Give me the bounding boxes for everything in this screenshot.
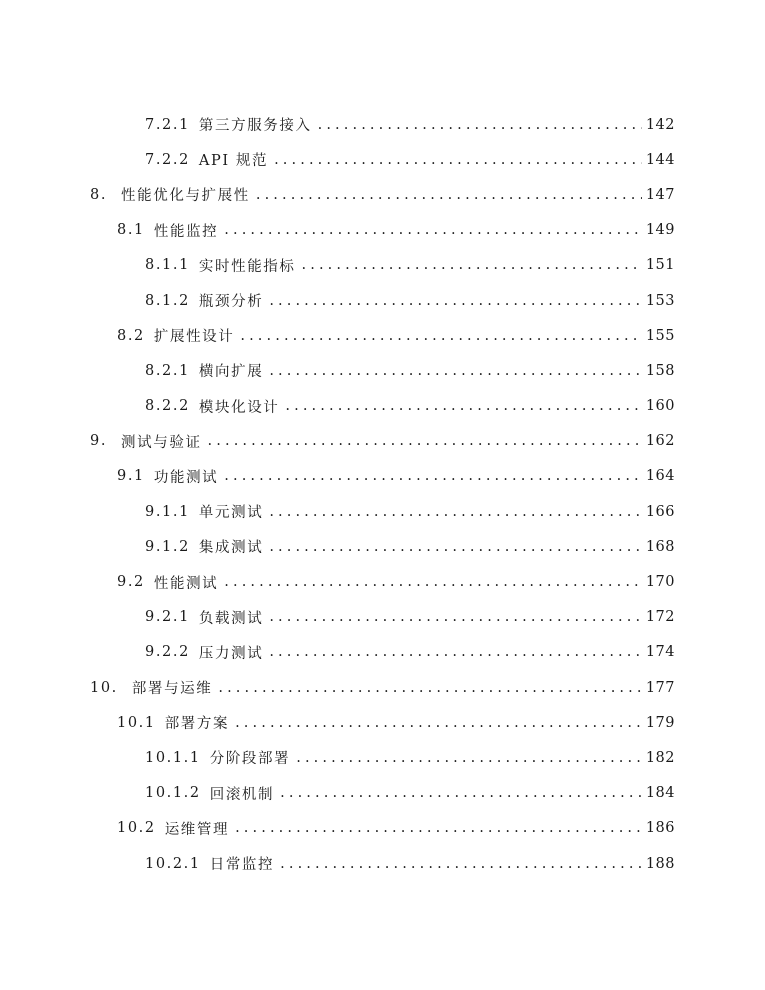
- dot-leader: [285, 398, 641, 414]
- entry-number: 10.1: [117, 714, 156, 731]
- toc-entry[interactable]: [0, 459, 765, 494]
- entry-number: 9.1.2: [145, 538, 190, 555]
- dot-leader: [318, 117, 642, 133]
- entry-title: 功能测试: [153, 469, 219, 486]
- toc-entry[interactable]: [0, 213, 765, 248]
- dot-leader: [224, 468, 642, 484]
- entry-title: 性能优化与扩展性: [121, 188, 250, 205]
- entry-page-number: 155: [645, 327, 675, 344]
- entry-title: 性能监控: [153, 223, 219, 240]
- entry-page-number: 174: [645, 644, 675, 661]
- entry-number: 8.: [90, 186, 108, 203]
- entry-page-number: 182: [645, 749, 675, 766]
- entry-number: 10.1.2: [145, 785, 201, 802]
- entry-title: 部署与运维: [131, 681, 213, 698]
- entry-number: 10.1.1: [145, 749, 201, 766]
- entry-title: 单元测试: [198, 505, 264, 522]
- entry-title: 集成测试: [198, 540, 264, 557]
- entry-page-number: 172: [645, 609, 675, 626]
- entry-number: 10.2: [117, 820, 156, 837]
- dot-leader: [256, 187, 642, 203]
- entry-page-number: 168: [645, 538, 675, 555]
- entry-title: 扩展性设计: [153, 329, 235, 346]
- entry-page-number: 151: [645, 257, 675, 274]
- dot-leader: [224, 574, 642, 590]
- entry-page-number: 166: [645, 503, 675, 520]
- entry-page-number: 160: [645, 398, 675, 415]
- table-of-contents: [0, 107, 765, 881]
- toc-entry[interactable]: [0, 529, 765, 564]
- toc-entry[interactable]: [0, 600, 765, 635]
- dot-leader: [302, 257, 642, 273]
- toc-entry[interactable]: [0, 318, 765, 353]
- toc-entry[interactable]: [0, 670, 765, 705]
- toc-entry[interactable]: [0, 353, 765, 388]
- entry-title: 测试与验证: [121, 434, 202, 451]
- toc-entry[interactable]: [0, 248, 765, 283]
- toc-entry[interactable]: [0, 635, 765, 670]
- entry-page-number: 158: [645, 362, 675, 379]
- dot-leader: [269, 363, 642, 379]
- entry-title: 压力测试: [198, 645, 264, 662]
- entry-number: 8.1: [117, 222, 145, 239]
- toc-entry[interactable]: [0, 776, 765, 811]
- dot-leader: [235, 820, 642, 836]
- toc-entry[interactable]: [0, 740, 765, 775]
- dot-leader: [240, 328, 641, 344]
- entry-number: 9.2: [117, 574, 145, 591]
- toc-entry[interactable]: [0, 846, 765, 881]
- dot-leader: [280, 785, 642, 801]
- entry-page-number: 153: [645, 292, 675, 309]
- entry-page-number: 144: [645, 151, 675, 168]
- entry-number: 8.2.1: [145, 362, 190, 379]
- dot-leader: [235, 715, 642, 731]
- entry-number: 9.2.1: [145, 609, 190, 626]
- entry-page-number: 179: [645, 714, 675, 731]
- dot-leader: [269, 504, 642, 520]
- entry-page-number: 184: [645, 785, 675, 802]
- dot-leader: [269, 644, 642, 660]
- entry-title: 横向扩展: [198, 364, 264, 381]
- dot-leader: [274, 152, 642, 168]
- entry-number: 10.: [90, 679, 118, 696]
- toc-entry[interactable]: [0, 283, 765, 318]
- entry-title: 回滚机制: [209, 786, 275, 803]
- entry-page-number: 147: [645, 186, 675, 203]
- toc-entry[interactable]: [0, 107, 765, 142]
- entry-page-number: 177: [645, 679, 675, 696]
- toc-entry[interactable]: [0, 811, 765, 846]
- entry-title: 日常监控: [209, 857, 275, 874]
- entry-title: 性能测试: [153, 575, 219, 592]
- entry-title: 实时性能指标: [198, 258, 296, 275]
- dot-leader: [218, 680, 641, 696]
- entry-number: 9.2.2: [145, 644, 190, 661]
- dot-leader: [208, 433, 642, 449]
- entry-number: 9.1.1: [145, 503, 190, 520]
- toc-entry[interactable]: [0, 494, 765, 529]
- entry-number: 8.1.2: [145, 292, 190, 309]
- toc-entry[interactable]: [0, 705, 765, 740]
- toc-entry[interactable]: [0, 564, 765, 599]
- dot-leader: [269, 539, 642, 555]
- entry-number: 9.1: [117, 468, 145, 485]
- entry-number: 8.2.2: [145, 398, 190, 415]
- entry-page-number: 162: [645, 433, 675, 450]
- entry-title: 瓶颈分析: [198, 294, 264, 311]
- entry-page-number: 164: [645, 468, 675, 485]
- entry-title: 部署方案: [164, 716, 230, 733]
- entry-title: 第三方服务接入: [198, 118, 312, 135]
- entry-title: 模块化设计: [198, 399, 280, 416]
- dot-leader: [269, 293, 642, 309]
- dot-leader: [296, 750, 642, 766]
- entry-number: 7.2.1: [145, 116, 190, 133]
- entry-number: 8.2: [117, 327, 145, 344]
- entry-number: 8.1.1: [145, 257, 190, 274]
- dot-leader: [224, 222, 642, 238]
- entry-title: API 规范: [198, 153, 269, 170]
- toc-entry[interactable]: [0, 389, 765, 424]
- entry-page-number: 149: [645, 222, 675, 239]
- entry-page-number: 186: [645, 820, 675, 837]
- toc-entry[interactable]: [0, 142, 765, 177]
- entry-page-number: 170: [645, 574, 675, 591]
- entry-page-number: 188: [645, 855, 675, 872]
- entry-title: 运维管理: [164, 821, 230, 838]
- entry-number: 10.2.1: [145, 855, 201, 872]
- toc-entry[interactable]: [0, 177, 765, 212]
- dot-leader: [280, 856, 642, 872]
- entry-page-number: 142: [645, 116, 675, 133]
- entry-title: 分阶段部署: [209, 751, 291, 768]
- entry-title: 负载测试: [198, 610, 264, 627]
- toc-entry[interactable]: [0, 424, 765, 459]
- dot-leader: [269, 609, 642, 625]
- entry-number: 9.: [90, 433, 108, 450]
- entry-number: 7.2.2: [145, 151, 190, 168]
